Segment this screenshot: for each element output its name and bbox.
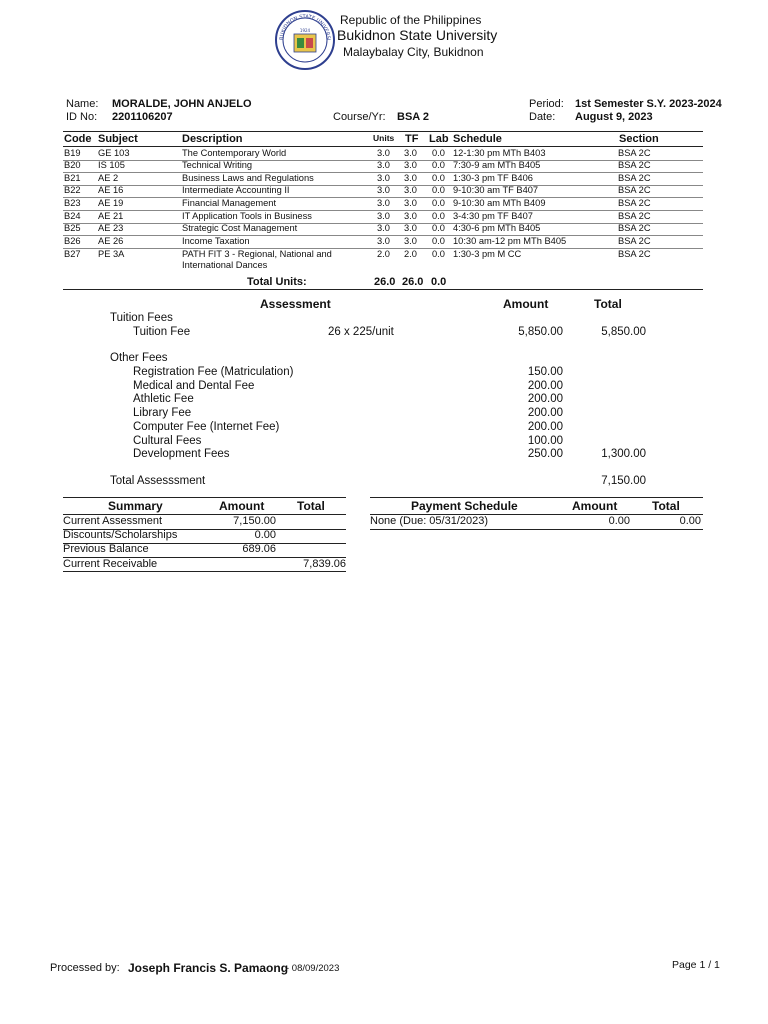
payment-row-amount: 0.00 xyxy=(608,515,630,527)
summary-row-divider xyxy=(63,571,346,572)
col-code-header: Code xyxy=(64,133,92,145)
cell-description: Income Taxation xyxy=(182,236,250,247)
cell-lab: 0.0 xyxy=(432,147,445,158)
cell-lab: 0.0 xyxy=(432,248,445,259)
other-fee-amount: 200.00 xyxy=(527,379,563,392)
table-bottom-border xyxy=(63,289,703,290)
other-fee-label: Registration Fee (Matriculation) xyxy=(133,366,294,378)
cell-lab: 0.0 xyxy=(432,172,445,183)
payment-row-divider xyxy=(370,529,703,530)
cell-schedule: 12-1:30 pm MTh B403 xyxy=(453,147,546,158)
payment-row-label: None (Due: 05/31/2023) xyxy=(370,515,489,527)
cell-section: BSA 2C xyxy=(618,198,651,209)
student-name: MORALDE, JOHN ANJELO xyxy=(112,98,252,110)
cell-lab: 0.0 xyxy=(432,185,445,196)
cell-schedule: 10:30 am-12 pm MTh B405 xyxy=(453,236,567,247)
cell-section: BSA 2C xyxy=(618,172,651,183)
table-row xyxy=(63,248,703,270)
cell-tf: 3.0 xyxy=(404,147,417,158)
processed-date: - 08/09/2023 xyxy=(286,963,340,974)
tuition-amount: 5,850.00 xyxy=(518,326,563,338)
cell-units: 2.0 xyxy=(377,248,390,259)
table-row xyxy=(63,223,703,236)
payment-row-total: 0.00 xyxy=(679,515,701,527)
cell-subject: AE 26 xyxy=(98,236,124,247)
summary-row-label: Current Assessment xyxy=(63,515,163,527)
table-row xyxy=(63,198,703,211)
date-value: August 9, 2023 xyxy=(575,111,653,123)
cell-section: BSA 2C xyxy=(618,185,651,196)
cell-tf: 2.0 xyxy=(404,248,417,259)
cell-tf: 3.0 xyxy=(404,210,417,221)
cell-code: B21 xyxy=(64,172,81,183)
cell-code: B23 xyxy=(64,198,81,209)
period-value: 1st Semester S.Y. 2023-2024 xyxy=(575,98,722,110)
summary-amount-header: Amount xyxy=(219,499,265,513)
cell-code: B26 xyxy=(64,236,81,247)
table-row xyxy=(63,211,703,224)
other-fee-amount: 200.00 xyxy=(527,407,563,420)
summary-top-border xyxy=(63,497,346,498)
cell-description: Technical Writing xyxy=(182,160,253,171)
cell-description-line2: International Dances xyxy=(182,259,268,270)
cell-code: B24 xyxy=(64,210,81,221)
cell-tf: 3.0 xyxy=(404,185,417,196)
total-lab-value: 0.0 xyxy=(431,276,447,288)
cell-code: B19 xyxy=(64,147,81,158)
period-label: Period: xyxy=(529,98,564,110)
cell-subject: AE 23 xyxy=(98,223,124,234)
assessment-amount-header: Amount xyxy=(503,297,549,311)
total-tf-value: 26.0 xyxy=(402,276,424,288)
course-label: Course/Yr: xyxy=(333,111,386,123)
cell-lab: 0.0 xyxy=(432,160,445,171)
cell-section: BSA 2C xyxy=(618,223,651,234)
payment-total-header: Total xyxy=(652,499,680,513)
cell-description: Business Laws and Regulations xyxy=(182,172,314,183)
cell-description: IT Application Tools in Business xyxy=(182,210,312,221)
cell-section: BSA 2C xyxy=(618,160,651,171)
cell-code: B22 xyxy=(64,185,81,196)
cell-lab: 0.0 xyxy=(432,223,445,234)
assessment-header: Assessment xyxy=(260,297,331,311)
cell-subject: AE 19 xyxy=(98,198,124,209)
other-fee-label: Library Fee xyxy=(133,407,192,420)
col-description-header: Description xyxy=(182,133,243,145)
col-tf-header: TF xyxy=(405,133,419,145)
summary-header: Summary xyxy=(108,499,163,513)
svg-text:1924: 1924 xyxy=(299,28,311,33)
cell-units: 3.0 xyxy=(377,160,390,171)
other-fees-total: 1,300.00 xyxy=(601,448,646,460)
cell-tf: 3.0 xyxy=(404,223,417,234)
other-fee-label: Computer Fee (Internet Fee) xyxy=(133,420,280,433)
tuition-calc: 26 x 225/unit xyxy=(328,326,394,338)
header-city: Malaybalay City, Bukidnon xyxy=(343,45,484,59)
svg-text:BUKIDNON STATE UNIVERSITY: BUKIDNON STATE UNIVERSI xyxy=(278,13,332,41)
cell-units: 3.0 xyxy=(377,223,390,234)
payment-top-border xyxy=(370,497,703,498)
col-lab-header: Lab xyxy=(429,133,449,145)
cell-description: PATH FIT 3 - Regional, National and xyxy=(182,248,332,259)
cell-units: 3.0 xyxy=(377,185,390,196)
cell-lab: 0.0 xyxy=(432,198,445,209)
cell-schedule: 1:30-3 pm M CC xyxy=(453,248,522,259)
cell-code: B20 xyxy=(64,160,81,171)
summary-row-total: 7,839.06 xyxy=(303,557,346,570)
summary-row-label: Current Receivable xyxy=(63,557,158,570)
cell-tf: 3.0 xyxy=(404,160,417,171)
cell-description: The Contemporary World xyxy=(182,147,287,158)
other-fee-label: Athletic Fee xyxy=(133,393,194,406)
name-label: Name: xyxy=(66,98,99,110)
table-row xyxy=(63,185,703,198)
cell-subject: IS 105 xyxy=(98,160,125,171)
other-fee-amount: 200.00 xyxy=(527,420,563,433)
processed-by-label: Processed by: xyxy=(50,962,120,974)
cell-section: BSA 2C xyxy=(618,236,651,247)
total-assessment-label: Total Assesssment xyxy=(110,475,206,487)
cell-schedule: 4:30-6 pm MTh B405 xyxy=(453,223,541,234)
student-id: 2201106207 xyxy=(112,111,173,123)
other-fee-label: Development Fees xyxy=(133,448,230,461)
cell-schedule: 1:30-3 pm TF B406 xyxy=(453,172,533,183)
university-seal-logo xyxy=(275,10,335,70)
cell-tf: 3.0 xyxy=(404,198,417,209)
col-schedule-header: Schedule xyxy=(453,133,502,145)
tuition-total: 5,850.00 xyxy=(601,326,646,338)
cell-tf: 3.0 xyxy=(404,172,417,183)
total-units-label: Total Units: xyxy=(247,276,307,288)
cell-subject: AE 2 xyxy=(98,172,119,183)
tuition-fees-group: Tuition Fees xyxy=(110,312,173,324)
header-country: Republic of the Philippines xyxy=(340,13,482,27)
cell-schedule: 9-10:30 am MTh B409 xyxy=(453,198,546,209)
cell-section: BSA 2C xyxy=(618,248,651,259)
table-row xyxy=(63,148,703,161)
date-label: Date: xyxy=(529,111,556,123)
cell-lab: 0.0 xyxy=(432,210,445,221)
cell-description: Intermediate Accounting II xyxy=(182,185,290,196)
other-fee-amount: 100.00 xyxy=(527,434,563,447)
cell-schedule: 7:30-9 am MTh B405 xyxy=(453,160,541,171)
course-year: BSA 2 xyxy=(397,111,429,123)
table-row xyxy=(63,236,703,249)
cell-code: B25 xyxy=(64,223,81,234)
summary-row-amount: 689.06 xyxy=(242,543,276,556)
cell-description: Strategic Cost Management xyxy=(182,223,298,234)
summary-row-label: Discounts/Scholarships xyxy=(63,529,178,542)
other-fee-amount: 150.00 xyxy=(527,366,563,378)
cell-units: 3.0 xyxy=(377,198,390,209)
cell-tf: 3.0 xyxy=(404,236,417,247)
cell-description: Financial Management xyxy=(182,198,277,209)
cell-units: 3.0 xyxy=(377,172,390,183)
table-row xyxy=(63,173,703,186)
cell-units: 3.0 xyxy=(377,147,390,158)
cell-schedule: 3-4:30 pm TF B407 xyxy=(453,210,533,221)
other-fee-amount: 250.00 xyxy=(527,448,563,461)
cell-section: BSA 2C xyxy=(618,210,651,221)
processed-by-name: Joseph Francis S. Pamaong xyxy=(128,961,289,975)
other-fees-group: Other Fees xyxy=(110,352,168,364)
cell-units: 3.0 xyxy=(377,210,390,221)
payment-amount-header: Amount xyxy=(572,499,618,513)
table-row xyxy=(63,160,703,173)
summary-row-label: Previous Balance xyxy=(63,543,149,556)
other-fee-label: Cultural Fees xyxy=(133,434,202,447)
summary-row-amount: 7,150.00 xyxy=(233,515,276,527)
cell-code: B27 xyxy=(64,248,81,259)
cell-units: 3.0 xyxy=(377,236,390,247)
summary-row-amount: 0.00 xyxy=(254,529,276,542)
col-section-header: Section xyxy=(619,133,659,145)
cell-subject: GE 103 xyxy=(98,147,130,158)
payment-schedule-header: Payment Schedule xyxy=(411,499,518,513)
col-subject-header: Subject xyxy=(98,133,138,145)
total-units-value: 26.0 xyxy=(374,276,396,288)
cell-schedule: 9-10:30 am TF B407 xyxy=(453,185,539,196)
page-number: Page 1 / 1 xyxy=(672,959,720,971)
total-assessment-value: 7,150.00 xyxy=(601,475,646,487)
other-fee-amount: 200.00 xyxy=(527,393,563,406)
cell-subject: AE 16 xyxy=(98,185,124,196)
cell-subject: AE 21 xyxy=(98,210,124,221)
header-university: Bukidnon State University xyxy=(337,27,498,43)
table-top-border xyxy=(63,131,703,132)
summary-total-header: Total xyxy=(297,499,325,513)
cell-subject: PE 3A xyxy=(98,248,125,259)
cell-section: BSA 2C xyxy=(618,147,651,158)
col-units-header: Units xyxy=(373,133,395,143)
assessment-total-header: Total xyxy=(594,297,622,311)
tuition-fee-label: Tuition Fee xyxy=(133,326,191,338)
cell-lab: 0.0 xyxy=(432,236,445,247)
id-label: ID No: xyxy=(66,111,98,123)
other-fee-label: Medical and Dental Fee xyxy=(133,379,255,392)
